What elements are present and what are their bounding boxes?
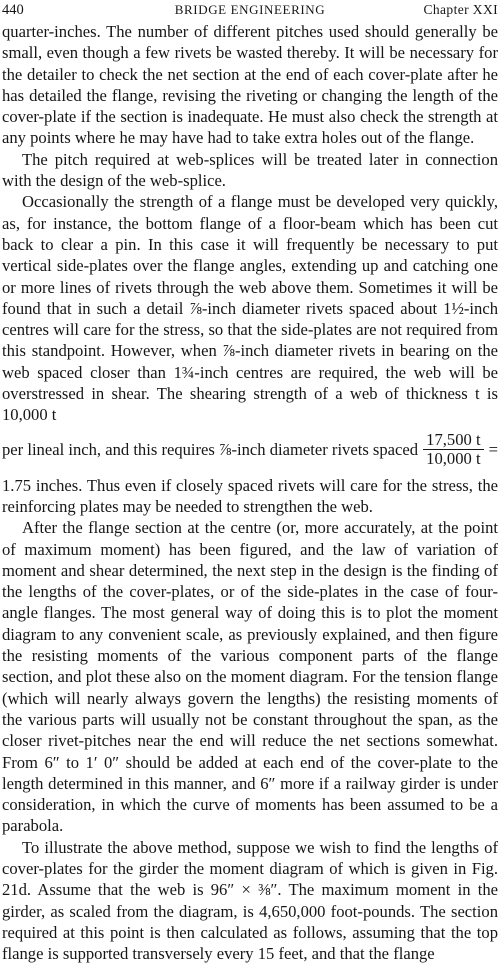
paragraph-example: To illustrate the above method, suppose we wish to find the lengths of cover-plates for the girder the moment diagram of which is given in Fig. 21d. Assume that the web is 96″ × ⅜″. The maximum moment in the girder, as scaled from the diagram, is 4,650,000 foot-pounds. The section required at this point is then calculated as follows, assuming that the top flange is supported transversely every 15 feet, and that the flange	[2, 837, 498, 964]
equation-lead-text: per lineal inch, and this requires ⅞-inch diameter rivets spaced	[2, 439, 419, 459]
equals-sign: =	[488, 439, 498, 459]
fraction-numerator: 17,500 t	[423, 431, 483, 450]
paragraph-cover-plate-lengths: After the flange section at the centre (or, more accurately, at the point of maximum moment) has been figured, and the law of variation of moment and shear determined, the next step in the design is the finding of the lengths of the cover-plates, or of the side-plates in the case of four-angle flanges. The most general way of doing this is to plot the moment diagram to any convenient scale, as previously explained, and then figure the resisting moments of the various component parts of the flange section, and plot these also on the moment diagram. For the tension flange (which will nearly always govern the lengths) the resisting moments of the various parts will usually not be constant throughout the span, as the closer rivet-pitches near the end will reduce the net sections somewhat. From 6″ to 1′ 0″ should be added at each end of the cover-plate to the length determined in this manner, and 6″ more if a railway girder is under consideration, in which the curve of moments has been assumed to be a parabola.	[2, 518, 498, 836]
rivet-spacing-equation-line	[2, 430, 498, 470]
paragraph-web-splices: The pitch required at web-splices will be treated later in connection with the design of the web-splice.	[2, 149, 498, 191]
chapter-label: Chapter XXI	[423, 2, 498, 17]
book-title: BRIDGE ENGINEERING	[174, 2, 326, 17]
paragraph-flange-development: Occasionally the strength of a flange must be developed very quickly, as, for instance, the bottom flange of a floor-beam which has been cut back to clear a pin. In this case it will frequently be necessary to put vertical side-plates over the flange angles, extending up and catching one or more lines of rivets through the web above them. Sometimes it will be found that in such a detail ⅞-inch diameter rivets spaced about 1½-inch centres will care for the stress, so that the side-plates are not required from this standpoint. However, when ⅞-inch diameter rivets in bearing on the web spaced closer than 1¾-inch centres are required, the web will be overstressed in shear. The shearing strength of a web of thickness t is 10,000 t	[2, 192, 498, 425]
paragraph-web-strength-conclusion: 1.75 inches. Thus even if closely spaced rivets will care for the stress, the reinforcing plates may be needed to strengthen the web.	[2, 475, 498, 516]
body-text	[2, 21, 498, 964]
rivet-spacing-fraction	[423, 431, 483, 468]
fraction-denominator: 10,000 t	[426, 449, 481, 469]
running-head	[2, 1, 498, 19]
page-number: 440	[2, 2, 24, 18]
paragraph-net-section: quarter-inches. The number of different pitches used should generally be small, even though a few rivets be wasted thereby. It will be necessary for the detailer to check the net section at the end of each cover-plate after he has detailed the flange, revising the riveting or changing the length of the cover-plate if the section is inadequate. He must also check the strength at any points where he may have had to take extra holes out of the flange.	[2, 22, 498, 148]
